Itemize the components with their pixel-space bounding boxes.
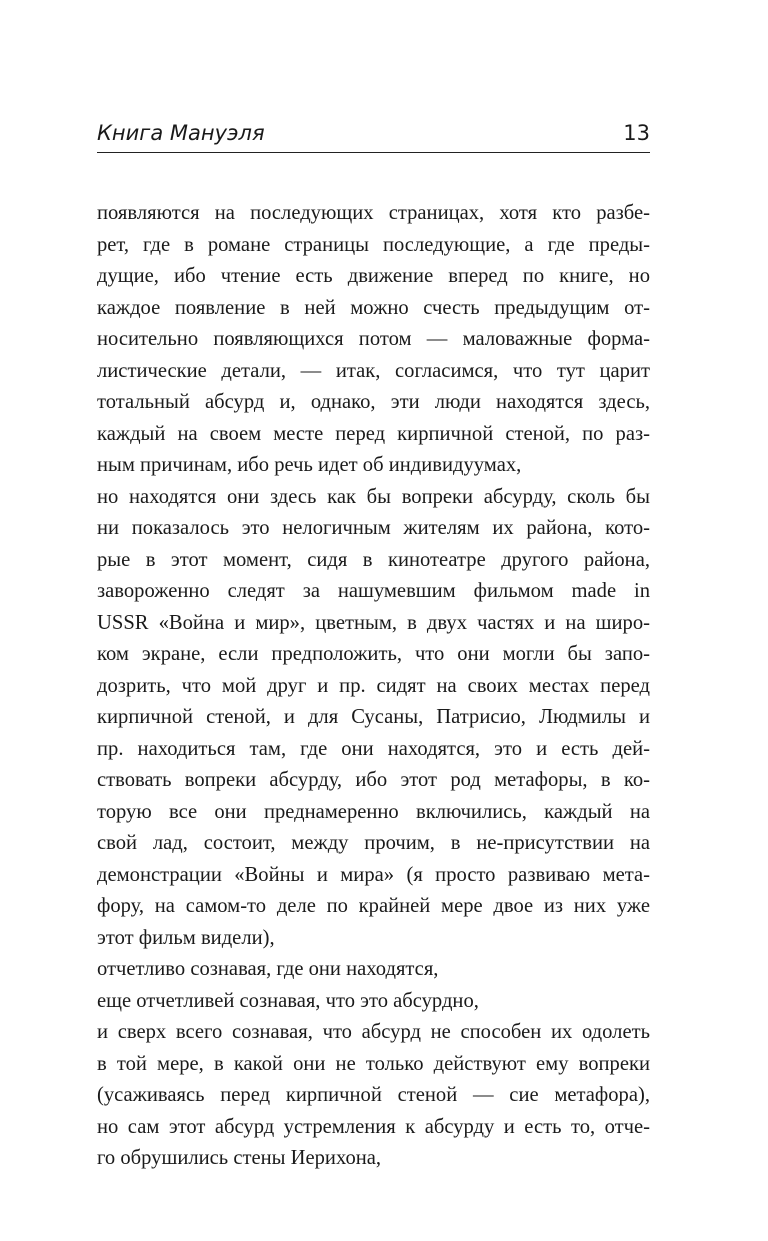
text-line: но находятся они здесь как бы вопреки абсурду, сколь бы	[97, 485, 650, 508]
text-line: носительно появляющихся потом — маловажные форма-	[97, 328, 650, 350]
text-line: дозрить, что мой друг и пр. сидят на своих местах перед	[97, 674, 650, 697]
text-line: фору, на самом-то деле по крайней мере двое из них уже	[97, 895, 650, 917]
text-line: ком экране, если предположить, что они могли бы запо-	[97, 643, 650, 665]
text-line: рет, где в романе страницы последующие, а где преды-	[97, 233, 650, 256]
page-number: 13	[623, 121, 650, 145]
text-line: рые в этот момент, сидя в кинотеатре другого района,	[97, 548, 650, 571]
text-line: свой лад, состоит, между прочим, в не-присутствии на	[97, 832, 650, 854]
text-line: каждый на своем месте перед кирпичной стеной, по раз-	[97, 422, 650, 445]
running-title: Книга Мануэля	[97, 121, 265, 145]
text-line: листические детали, — итак, согласимся, что тут царит	[97, 359, 650, 382]
text-line: пр. находиться там, где они находятся, это и есть дей-	[97, 737, 650, 760]
text-line: в той мере, в какой они не только действуют ему вопреки	[97, 1052, 650, 1075]
text-line: демонстрации «Войны и мира» (я просто развиваю мета-	[97, 863, 650, 886]
text-line: каждое появление в ней можно счесть предыдущим от-	[97, 296, 650, 319]
text-line: ствовать вопреки абсурду, ибо этот род метафоры, в ко-	[97, 769, 650, 791]
text-line: ным причинам, ибо речь идет об индивидуумах,	[97, 454, 522, 476]
text-line: дущие, ибо чтение есть движение вперед по книге, но	[97, 265, 650, 287]
text-line: отчетливо сознавая, где они находятся,	[97, 958, 439, 980]
text-line: ни показалось это нелогичным жителям их района, кото-	[97, 517, 650, 539]
body-text	[97, 198, 650, 1175]
text-line: но сам этот абсурд устремления к абсурду и есть то, отче-	[97, 1115, 650, 1138]
text-line: кирпичной стеной, и для Сусаны, Патрисио, Людмилы и	[97, 706, 650, 728]
running-header	[97, 118, 650, 153]
text-line: еще отчетливей сознавая, что это абсурдно,	[97, 989, 479, 1012]
text-line: тотальный абсурд и, однако, эти люди находятся здесь,	[97, 391, 650, 413]
text-line: завороженно следят за нашумевшим фильмом made in	[97, 580, 650, 602]
text-line: торую все они преднамеренно включились, каждый на	[97, 800, 650, 823]
text-line: (усаживаясь перед кирпичной стеной — сие метафора),	[97, 1084, 650, 1106]
text-line: появляются на последующих страницах, хотя кто разбе-	[97, 202, 650, 224]
text-line: и сверх всего сознавая, что абсурд не способен их одолеть	[97, 1021, 650, 1043]
text-line: USSR «Война и мир», цветным, в двух частях и на широ-	[97, 611, 650, 634]
text-line: го обрушились стены Иерихона,	[97, 1147, 382, 1169]
text-line: этот фильм видели),	[97, 926, 275, 949]
